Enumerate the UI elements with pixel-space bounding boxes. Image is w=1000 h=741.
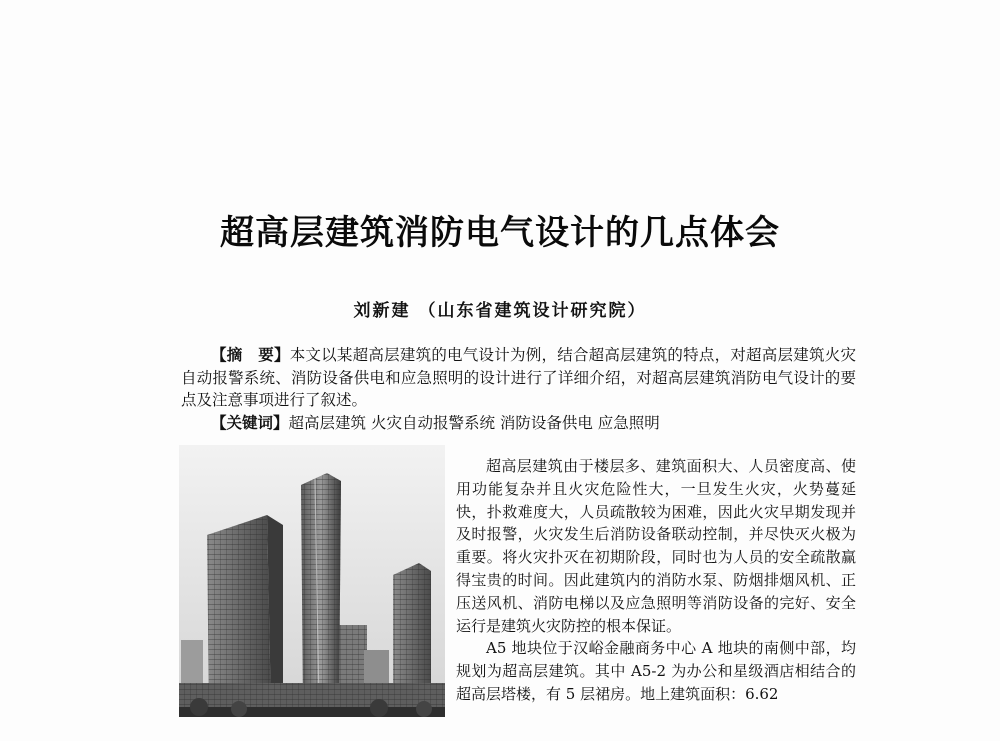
abstract-text: 本文以某超高层建筑的电气设计为例，结合超高层建筑的特点，对超高层建筑火灾自动报警系统、消防设备供电和应急照明的设计进行了详细介绍，对超高层建筑消防电气设计的要点及注意事项进行了叙述。 (181, 346, 856, 409)
body-text (456, 455, 856, 706)
building-rendering-image (179, 445, 445, 717)
abstract (181, 344, 856, 412)
keywords (181, 412, 856, 434)
keywords-text: 超高层建筑 火灾自动报警系统 消防设备供电 应急照明 (288, 414, 660, 432)
article-title: 超高层建筑消防电气设计的几点体会 (220, 213, 780, 253)
body-paragraph-1: 超高层建筑由于楼层多、建筑面积大、人员密度高、使用功能复杂并且火灾危险性大，一旦发生火灾，火势蔓延快，扑救难度大，人员疏散较为困难，因此火灾早期发现并及时报警，火灾发生后消防设备联动控制，并尽快灭火极为重要。将火灾扑灭在初期阶段，同时也为人员的安全疏散赢得宝贵的时间。因此建筑内的消防水泵、防烟排烟风机、正压送风机、消防电梯以及应急照明等消防设备的完好、安全运行是建筑火灾防控的根本保证。 (456, 457, 856, 635)
skyscraper-illustration (179, 445, 445, 717)
keywords-label: 【关键词】 (211, 413, 289, 432)
author-affiliation: 刘新建 （山东省建筑设计研究院） (353, 301, 647, 321)
body-paragraph-2: A5 地块位于汉峪金融商务中心 A 地块的南侧中部，均规划为超高层建筑。其中 A5-2 为办公和星级酒店相结合的超高层塔楼，有 5 层裙房。地上建筑面积：6.62 (456, 639, 856, 703)
abstract-label: 【摘 要】 (211, 345, 290, 364)
